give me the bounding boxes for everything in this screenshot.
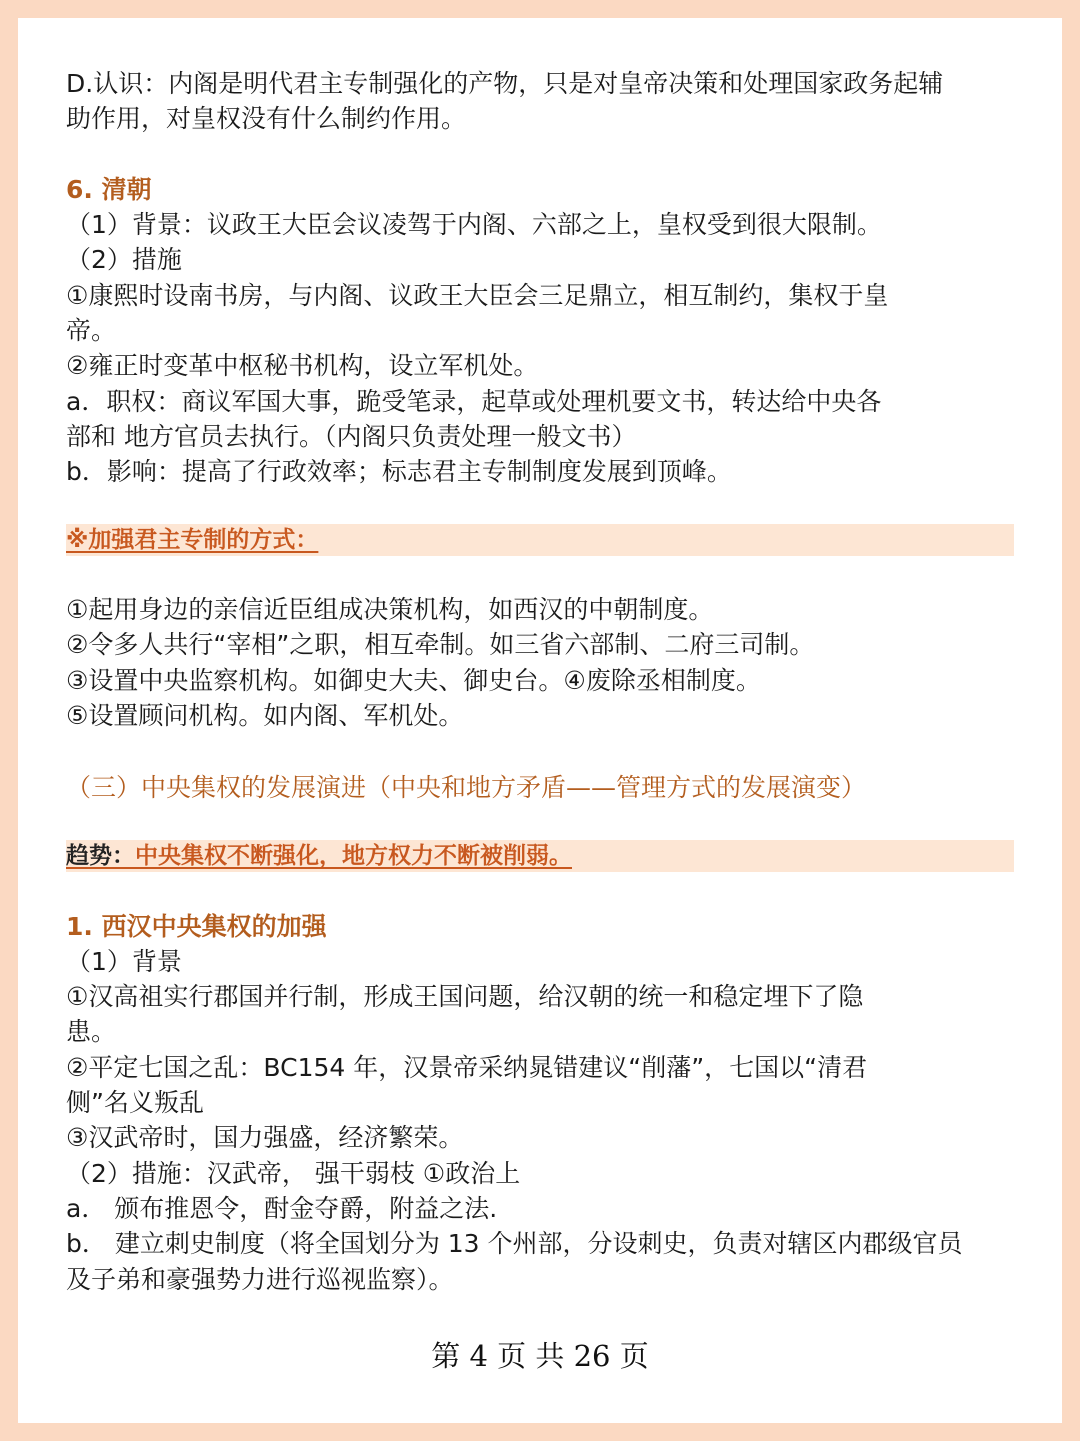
- xihan-text-line: （1）背景: [66, 947, 182, 976]
- qing-text-line: （2）措施: [66, 245, 182, 274]
- xihan-text-line: ②平定七国之乱：BC154 年，汉景帝采纳晁错建议“削藩”，七国以“清君: [66, 1053, 868, 1082]
- qing-text-line: ②雍正时变革中枢秘书机构，设立军机处。: [66, 351, 539, 380]
- methods-text-line: ①起用身边的亲信近臣组成决策机构，如西汉的中朝制度。: [66, 595, 714, 624]
- xihan-text-line: 患。: [66, 1017, 117, 1046]
- part-three-heading: （三）中央集权的发展演进（中央和地方矛盾——管理方式的发展演变）: [66, 773, 867, 802]
- qing-text-line: 帝。: [66, 316, 117, 345]
- xihan-text-line: b． 建立刺史制度（将全国划分为 13 个州部，分设刺史，负责对辖区内郡级官员: [66, 1229, 963, 1258]
- xihan-text-line: a． 颁布推恩令，酎金夺爵，附益之法.: [66, 1194, 498, 1223]
- methods-text-line: ②令多人共行“宰相”之职，相互牵制。如三省六部制、二府三司制。: [66, 630, 815, 659]
- qing-text-line: 部和 地方官员去执行。（内阁只负责处理一般文书）: [66, 422, 637, 451]
- methods-band-label: ※加强君主专制的方式：: [66, 527, 319, 553]
- trend-band-text: [66, 840, 572, 872]
- trend-text: 中央集权不断强化，地方权力不断被削弱。: [135, 843, 572, 869]
- qing-text-line: b．影响：提高了行政效率；标志君主专制制度发展到顶峰。: [66, 457, 732, 486]
- ming-text-line: D.认识：内阁是明代君主专制强化的产物，只是对皇帝决策和处理国家政务起辅: [66, 69, 944, 98]
- xihan-text-line: 及子弟和豪强势力进行巡视监察）。: [66, 1265, 454, 1294]
- methods-highlight-band: [66, 524, 1014, 556]
- xihan-heading: 1. 西汉中央集权的加强: [66, 912, 327, 941]
- xihan-text-line: （2）措施：汉武帝， 强干弱枝 ①政治上: [66, 1159, 521, 1188]
- qing-text-line: a．职权：商议军国大事，跪受笔录，起草或处理机要文书，转达给中央各: [66, 387, 882, 416]
- page-number: 第 4 页 共 26 页: [431, 1339, 649, 1373]
- trend-label: 趋势：: [66, 843, 135, 869]
- document-page: [18, 18, 1062, 1423]
- xihan-text-line: ①汉高祖实行郡国并行制，形成王国问题，给汉朝的统一和稳定埋下了隐: [66, 982, 864, 1011]
- methods-text-line: ⑤设置顾问机构。如内阁、军机处。: [66, 701, 464, 730]
- qing-text-line: ①康熙时设南书房，与内阁、议政王大臣会三足鼎立，相互制约，集权于皇: [66, 281, 889, 310]
- xihan-text-line: ③汉武帝时，国力强盛，经济繁荣。: [66, 1123, 464, 1152]
- trend-highlight-band: [66, 840, 1014, 872]
- methods-text-line: ③设置中央监察机构。如御史大夫、御史台。④废除丞相制度。: [66, 666, 761, 695]
- qing-text-line: （1）背景：议政王大臣会议凌驾于内阁、六部之上，皇权受到很大限制。: [66, 210, 882, 239]
- ming-text-line: 助作用，对皇权没有什么制约作用。: [66, 104, 467, 133]
- xihan-text-line: 侧”名义叛乱: [66, 1088, 204, 1117]
- qing-heading: 6. 清朝: [66, 175, 152, 204]
